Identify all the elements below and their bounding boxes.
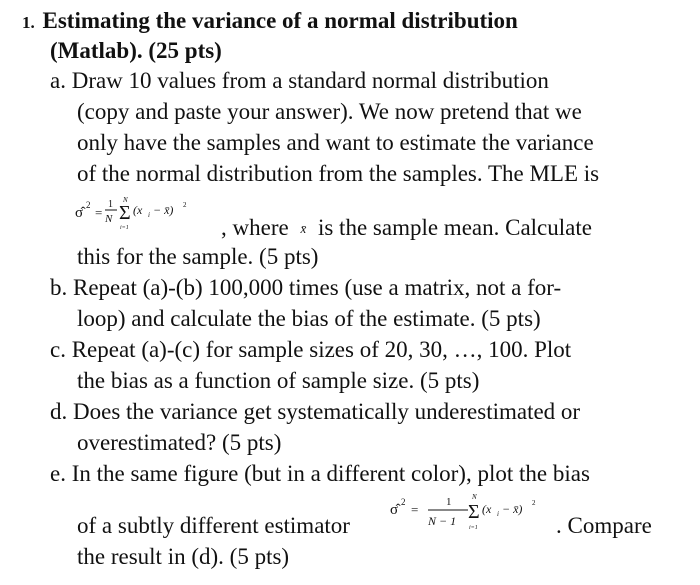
part-e-compare: . Compare [556, 513, 652, 538]
problem-number: 1. [22, 13, 35, 32]
xbar-symbol: x̄ [300, 221, 307, 236]
unbiased-sum-upper: N [472, 493, 477, 501]
unbiased-denominator: N − 1 [428, 514, 457, 528]
part-a-line4: of the normal distribution from the samples. The MLE is [77, 161, 600, 186]
mle-body: (x [133, 203, 143, 217]
problem-title: Estimating the variance of a normal distribution [42, 8, 518, 33]
part-d-line1: d. Does the variance get systematically underestimated or [50, 399, 581, 424]
unbiased-sum-sign: Σ [468, 501, 480, 523]
part-c-line2: the bias as a function of sample size. (5 pts) [77, 368, 480, 393]
part-e-line1: e. In the same figure (but in a different color), plot the bias [50, 461, 590, 486]
part-a-sample-mean: is the sample mean. Calculate [317, 215, 592, 240]
part-a-line5-where [221, 213, 592, 244]
unbiased-body: (x [482, 502, 492, 516]
part-a-line2: (copy and paste your answer). We now pretend that we [77, 99, 582, 124]
mle-numerator: 1 [108, 199, 113, 210]
mle-denominator: N [105, 213, 113, 225]
problem-title-line2: (Matlab). (25 pts) [50, 38, 222, 63]
mle-sub: i [148, 211, 150, 219]
unbiased-exponent: 2 [401, 497, 406, 507]
part-b-line2: loop) and calculate the bias of the estimate. (5 pts) [77, 306, 541, 331]
problem-heading [22, 6, 518, 38]
part-c-line1: c. Repeat (a)-(c) for sample sizes of 20, 30, …, 100. Plot [50, 337, 572, 362]
part-a-line6: this for the sample. (5 pts) [77, 244, 319, 269]
part-e-line2: of a subtly different estimator [77, 513, 350, 538]
unbiased-sub: i [497, 510, 499, 518]
mle-sum-upper: N [123, 196, 128, 204]
mle-formula [73, 190, 223, 241]
part-a-line3: only have the samples and want to estimate the variance [77, 130, 594, 155]
mle-sigma-hat: σ̂ [75, 205, 84, 221]
mle-exponent: 2 [86, 200, 91, 210]
mle-square: 2 [183, 201, 187, 209]
part-e-line3: the result in (d). (5 pts) [77, 544, 290, 569]
part-a-where: , where [221, 215, 289, 240]
mle-mid: − x̄) [153, 203, 174, 217]
unbiased-equals: = [411, 502, 419, 517]
unbiased-numerator: 1 [446, 496, 452, 508]
mle-equals: = [95, 205, 103, 220]
unbiased-sigma-hat: σ̂ [390, 502, 399, 518]
unbiased-formula [386, 488, 556, 541]
mle-sum-lower: i=1 [120, 225, 129, 231]
part-b-line1: b. Repeat (a)-(b) 100,000 times (use a matrix, not a for- [50, 275, 562, 300]
unbiased-square: 2 [532, 499, 536, 507]
unbiased-sum-lower: i=1 [469, 525, 478, 531]
part-a-line1: a. Draw 10 values from a standard normal distribution [50, 68, 549, 93]
part-d-line2: overestimated? (5 pts) [77, 430, 282, 455]
unbiased-mid: − x̄) [502, 502, 523, 516]
mle-sum-sign: Σ [119, 202, 131, 224]
